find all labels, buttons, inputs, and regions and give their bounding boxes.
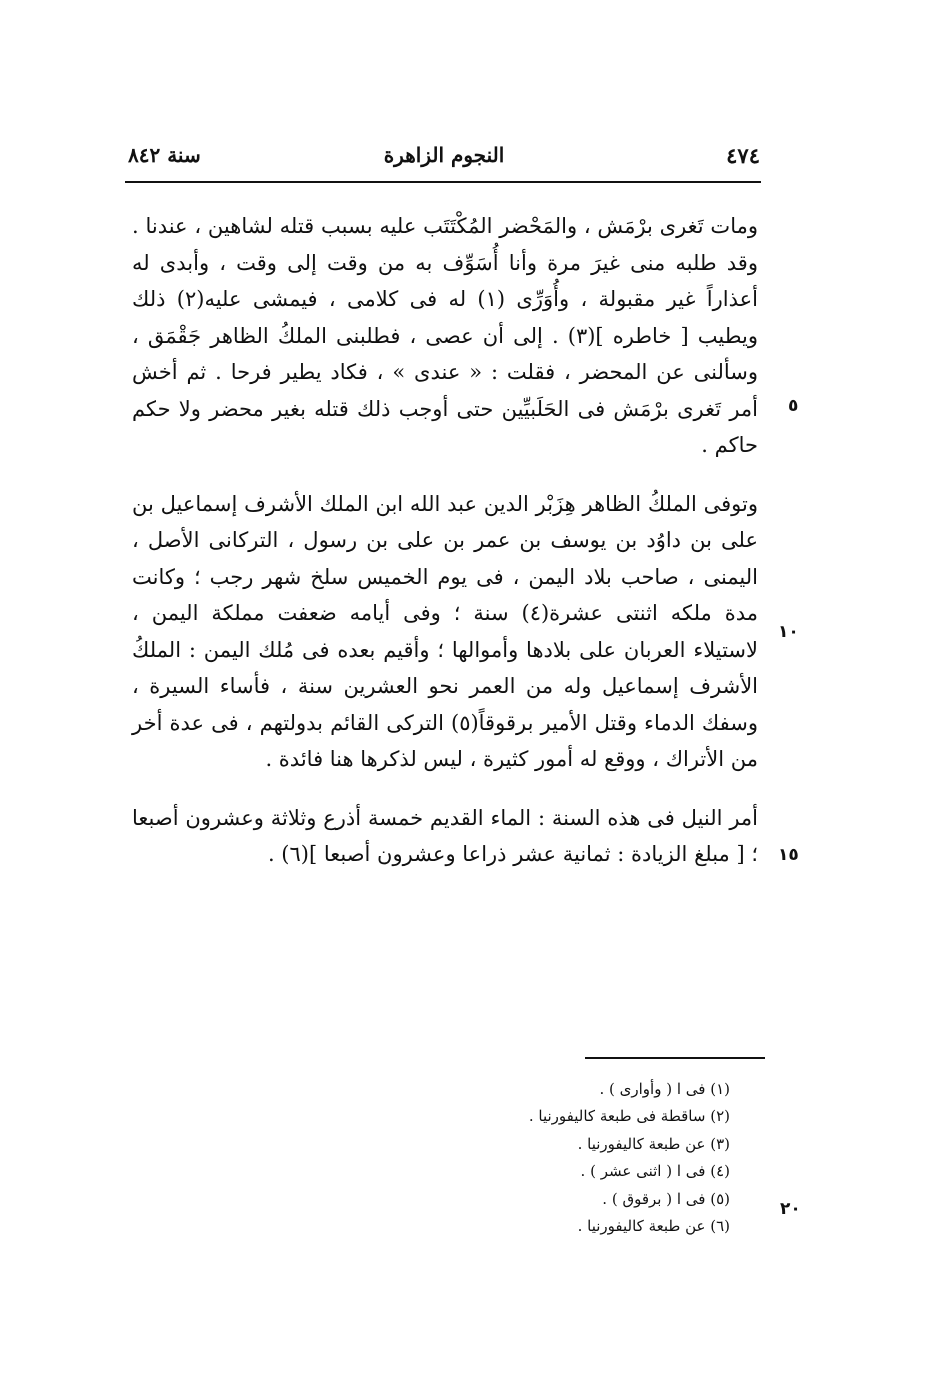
- line-number: ٥: [788, 396, 799, 416]
- running-title: النجوم الزاهرة: [383, 143, 505, 167]
- line-number: ١٠: [778, 622, 799, 642]
- main-text: [132, 208, 758, 873]
- footnote-rule: [585, 1057, 765, 1059]
- line-number: ١٥: [778, 845, 799, 865]
- footnote: (١) فى ا ( وأوارى ) .: [599, 1080, 730, 1098]
- header-year: سنة ٨٤٢: [128, 143, 201, 167]
- paragraph: وتوفى الملكُ الظاهر هِزَبْر الدين عبد الله ابن الملك الأشرف إسماعيل بن على بن داوُد بن يوسف بن عمر بن على بن رسول ، التركانى الأصل ، اليمنى ، صاحب بلاد اليمن ، فى يوم الخميس سلخ شهر رجب ؛ وكانت مدة ملكه اثنتى عشرة(٤) سنة ؛ وفى أيامه ضعفت مملكة اليمن ، لاستيلاء العربان على بلادها وأموالها ؛ وأقيم بعده فى مُلك اليمن : الملكُ الأشرف إسماعيل وله من العمر نحو العشرين سنة ، فأساء السيرة ، وسفك الدماء وقتل الأمير برقوقاً(٥) التركى القائم بدولتهم ، فى عدة أخر من الأتراك ، ووقع له أمور كثيرة ، ليس لذكرها هنا فائدة .: [132, 491, 759, 771]
- footnotes: [440, 1076, 730, 1240]
- footnote: (٢) ساقطة فى طبعة كاليفورنيا .: [528, 1107, 730, 1126]
- paragraph: ومات تَغرى برْمَش ، والمَحْضر المُكْتَتَب عليه بسبب قتله لشاهين ، عندنا . وقد طلبه منى غيرَ مرة وأنا أُسَوِّف به من وقت إلى وقت ، وأبدى له أعذاراً غير مقبولة ، وأُوَرِّى (١) له فى كلامى ، فيمشى عليه(٢) ذلك ويطيب [ خاطره ](٣) . إلى أن عصى ، فطلبنى الملكُ الظاهر جَقْمَق ، وسألنى عن المحضر ، فقلت : « عندى » ، فكاد يطير فرحا . ثم أخش أمر تَغرى برْمَش فى الحَلَبيِّين حتى أوجب ذلك قتله بغير محضر ولا حكم حاكم .: [132, 214, 758, 457]
- footnote: (٣) عن طبعة كاليفورنيا .: [577, 1134, 730, 1153]
- page-number: ٤٧٤: [726, 143, 760, 168]
- header-rule: [125, 181, 761, 183]
- page-header: [128, 143, 760, 177]
- paragraph: أمر النيل فى هذه السنة : الماء القديم خمسة أذرع وثلاثة وعشرون أصبعا ؛ [ مبلغ الزيادة : ثمانية عشر ذراعا وعشرون أصبعا ](٦) .: [132, 805, 758, 866]
- footnote: (٥) فى ا ( برقوق ) .: [602, 1189, 730, 1208]
- footnote: (٦) عن طبعة كاليفورنيا .: [577, 1217, 730, 1236]
- footnote: (٤) فى ا ( اثنى عشر ) .: [580, 1162, 730, 1181]
- line-number: ٢٠: [780, 1199, 801, 1219]
